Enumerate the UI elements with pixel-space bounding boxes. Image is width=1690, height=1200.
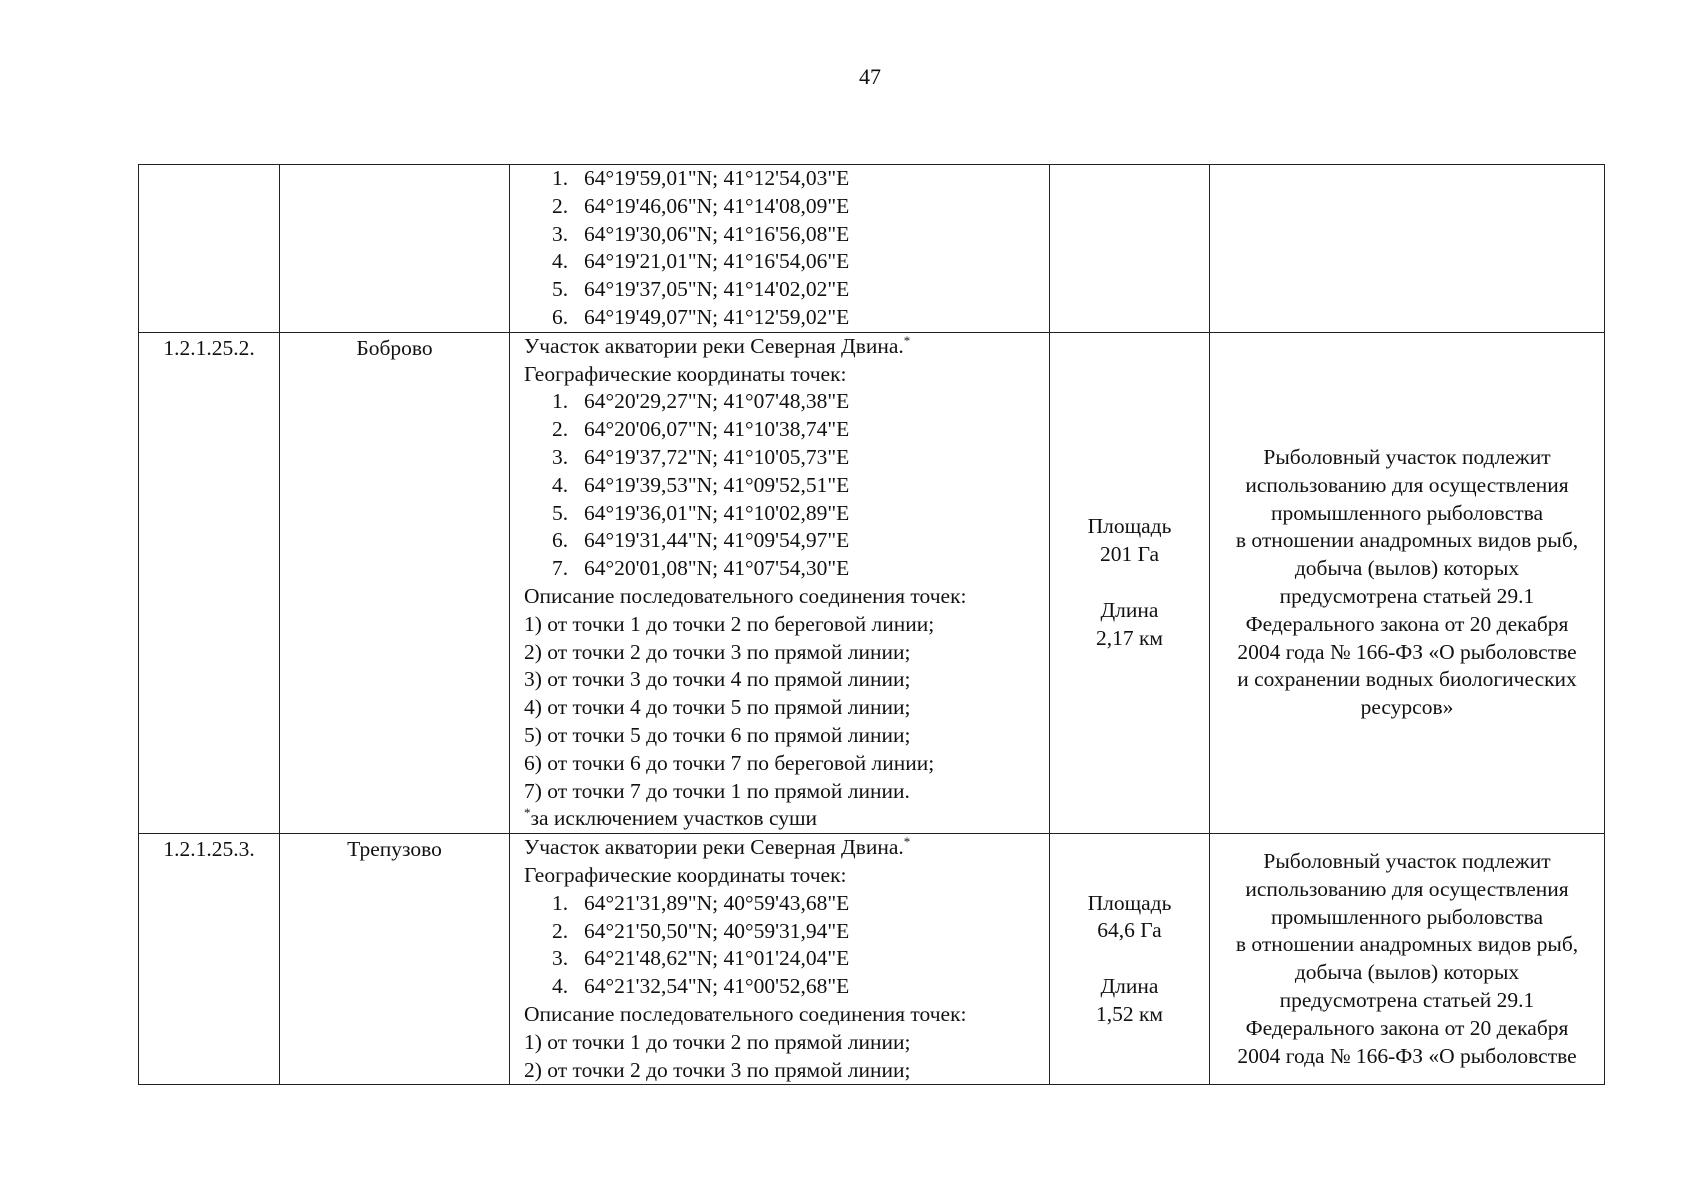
connection-label: Описание последовательного соединения точек:: [524, 583, 967, 608]
usage-line: 2004 года № 166-ФЗ «О рыболовстве: [1237, 1043, 1577, 1068]
usage-line: Рыболовный участок подлежит: [1263, 849, 1551, 874]
cell-usage: [1210, 165, 1605, 333]
cell-description: [510, 165, 1050, 333]
usage-text: [1210, 444, 1604, 722]
connections-list: [524, 611, 1049, 806]
area-heading: Участок акватории реки Северная Двина.*: [524, 332, 911, 358]
points-list: [524, 890, 1049, 1001]
length-label: Длина: [1100, 974, 1159, 999]
usage-line: промышленного рыболовства: [1270, 500, 1544, 525]
usage-line: ресурсов»: [1360, 695, 1454, 720]
coordinate-point: 3. 64°21'48,62"N; 41°01'24,04"E: [552, 946, 850, 971]
length-value: 2,17 км: [1095, 625, 1164, 650]
coordinate-point: 2. 64°19'46,06"N; 41°14'08,09"E: [552, 193, 850, 218]
coordinate-point: 5. 64°19'36,01"N; 41°10'02,89"E: [552, 500, 850, 525]
connection-item: 2) от точки 2 до точки 3 по прямой линии;: [524, 1057, 911, 1082]
coordinate-point: 1. 64°19'59,01"N; 41°12'54,03"E: [552, 166, 850, 190]
usage-line: использованию для осуществления: [1245, 876, 1569, 901]
fishing-areas-table: [138, 164, 1605, 1085]
points-list: [524, 165, 1049, 332]
coordinate-point: 2. 64°21'50,50"N; 40°59'31,94"E: [552, 918, 850, 943]
area-value: 64,6 Га: [1097, 918, 1162, 943]
connection-item: 3) от точки 3 до точки 4 по прямой линии;: [524, 667, 911, 692]
footnote-mark: *: [903, 833, 911, 849]
connection-item: 7) от точки 7 до точки 1 по прямой линии.: [524, 778, 910, 803]
cell-name: Трепузово: [280, 834, 510, 1085]
page-number: 47: [859, 64, 881, 89]
coords-label: Географические координаты точек:: [524, 361, 847, 386]
area-value: 201 Га: [1099, 542, 1160, 567]
usage-line: добыча (вылов) которых: [1294, 960, 1520, 985]
cell-usage: [1210, 332, 1605, 833]
connection-item: 1) от точки 1 до точки 2 по береговой линии;: [524, 611, 935, 636]
connection-item: 6) от точки 6 до точки 7 по береговой линии;: [524, 750, 935, 775]
usage-line: предусмотрена статьей 29.1: [1279, 988, 1535, 1012]
usage-line: 2004 года № 166-ФЗ «О рыболовстве: [1237, 639, 1577, 664]
area-label: Площадь: [1087, 514, 1172, 539]
coordinate-point: 6. 64°19'31,44"N; 41°09'54,97"E: [552, 528, 850, 553]
coordinate-point: 6. 64°19'49,07"N; 41°12'59,02"E: [552, 304, 850, 329]
connection-item: 5) от точки 5 до точки 6 по прямой линии;: [524, 722, 911, 747]
connection-item: 2) от точки 2 до точки 3 по прямой линии;: [524, 639, 911, 664]
coordinate-point: 4. 64°19'21,01"N; 41°16'54,06"E: [552, 249, 850, 274]
usage-line: Рыболовный участок подлежит: [1263, 444, 1551, 469]
coordinate-point: 4. 64°21'32,54"N; 41°00'52,68"E: [552, 974, 850, 999]
coordinate-point: 1. 64°21'31,89"N; 40°59'43,68"E: [552, 890, 850, 915]
coordinate-point: 3. 64°19'37,72"N; 41°10'05,73"E: [552, 444, 850, 469]
coordinate-point: 1. 64°20'29,27"N; 41°07'48,38"E: [552, 389, 850, 414]
cell-description: [510, 332, 1050, 833]
cell-code: 1.2.1.25.3.: [139, 834, 280, 1085]
usage-line: использованию для осуществления: [1245, 472, 1569, 497]
usage-line: предусмотрена статьей 29.1: [1279, 583, 1535, 608]
cell-description: [510, 834, 1050, 1085]
cell-area: [1050, 165, 1210, 333]
cell-code: 1.2.1.25.2.: [139, 332, 280, 833]
usage-line: в отношении анадромных видов рыб,: [1235, 528, 1579, 553]
coords-label: Географические координаты точек:: [524, 862, 847, 887]
coordinate-point: 3. 64°19'30,06"N; 41°16'56,08"E: [552, 221, 850, 246]
usage-line: в отношении анадромных видов рыб,: [1235, 932, 1579, 957]
area-label: Площадь: [1087, 890, 1172, 915]
footnote: *за исключением участков суши: [524, 805, 818, 831]
table-row-bobrovo: [139, 332, 1605, 833]
length-value: 1,52 км: [1095, 1002, 1164, 1026]
points-list: [524, 388, 1049, 583]
coordinate-point: 7. 64°20'01,08"N; 41°07'54,30"E: [552, 556, 850, 581]
length-label: Длина: [1100, 597, 1159, 622]
cell-code: [139, 165, 280, 333]
coordinate-point: 2. 64°20'06,07"N; 41°10'38,74"E: [552, 417, 850, 442]
cell-name: [280, 165, 510, 333]
usage-line: промышленного рыболовства: [1270, 904, 1544, 929]
usage-line: Федерального закона от 20 декабря: [1245, 611, 1569, 636]
table-row-trepuzovo: [139, 834, 1605, 1085]
usage-line: и сохранении водных биологических: [1237, 667, 1577, 692]
cell-area: [1050, 834, 1210, 1085]
footnote-mark: *: [903, 332, 911, 348]
connections-list: [524, 1029, 1049, 1085]
usage-text: [1210, 848, 1604, 1070]
usage-line: добыча (вылов) которых: [1294, 556, 1520, 581]
usage-line: Федерального закона от 20 декабря: [1245, 1015, 1569, 1040]
connection-item: 4) от точки 4 до точки 5 по прямой линии;: [524, 695, 911, 720]
cell-name: Боброво: [280, 332, 510, 833]
area-heading: Участок акватории реки Северная Двина.*: [524, 833, 911, 860]
table-row-continuation: [139, 165, 1605, 333]
coordinate-point: 4. 64°19'39,53"N; 41°09'52,51"E: [552, 472, 850, 497]
connection-item: 1) от точки 1 до точки 2 по прямой линии;: [524, 1029, 911, 1054]
cell-area: [1050, 332, 1210, 833]
footnote-mark: *: [524, 805, 531, 821]
coordinate-point: 5. 64°19'37,05"N; 41°14'02,02"E: [552, 277, 850, 302]
connection-label: Описание последовательного соединения точек:: [524, 1001, 967, 1026]
cell-usage: [1210, 834, 1605, 1085]
